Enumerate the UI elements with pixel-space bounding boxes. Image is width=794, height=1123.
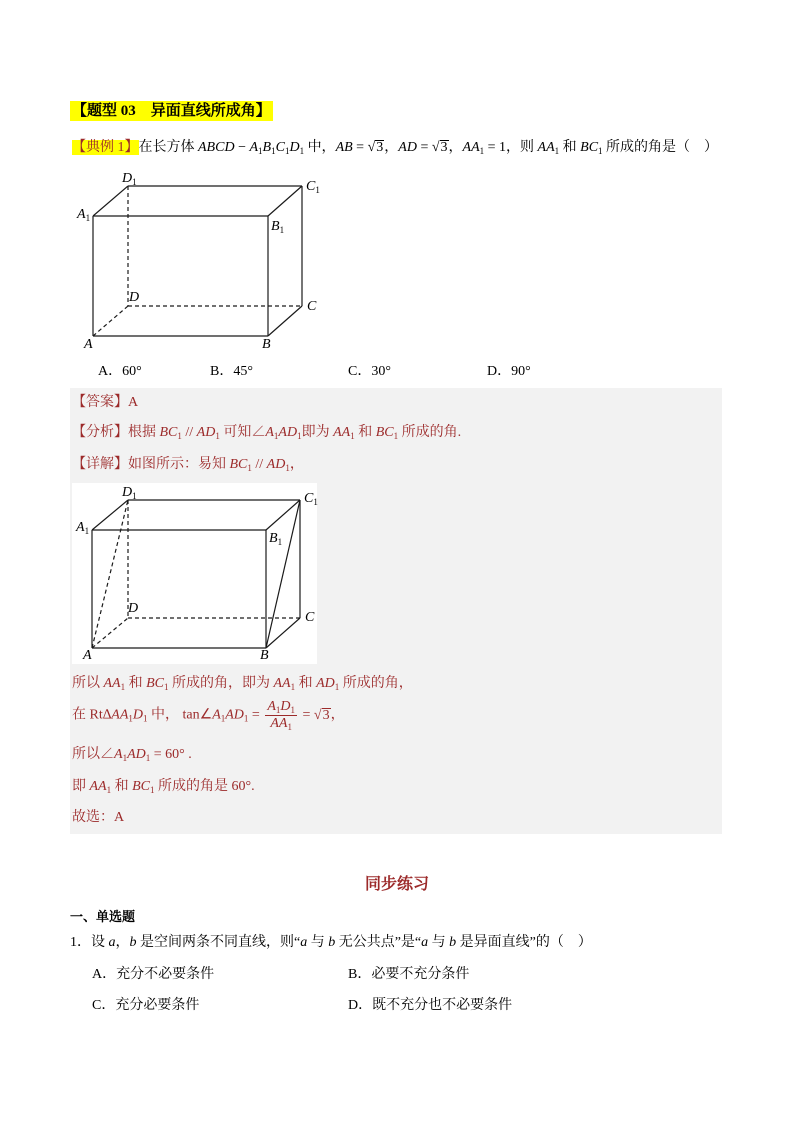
- text-run: 故选：A: [72, 810, 125, 825]
- text-run: 和: [559, 140, 581, 155]
- example-option-c: C．30°: [348, 364, 391, 379]
- vertex-label-C1: [304, 492, 318, 506]
- text-run: 是异面直线”的（ ）: [456, 935, 592, 950]
- math-variable: b: [328, 935, 336, 950]
- section-heading: 【题型 03 异面直线所成角】: [72, 103, 271, 119]
- square-root: [432, 140, 449, 155]
- math-subscript: 1: [297, 431, 302, 441]
- vertex-label-B: [262, 338, 271, 352]
- text-run: ，: [330, 707, 345, 723]
- math-text: ∠: [100, 747, 114, 762]
- edge-BC: [268, 306, 302, 336]
- math-text: =: [352, 140, 368, 155]
- example-label: 【典例 1】: [72, 140, 139, 155]
- detail-line: [72, 455, 304, 475]
- math-text: =: [416, 140, 432, 155]
- math-variable: B: [262, 140, 272, 155]
- math-subscript: 1: [220, 713, 226, 724]
- fraction-denominator: [265, 716, 297, 732]
- math-subscript: 1: [393, 431, 399, 441]
- math-variable: BC: [229, 457, 248, 472]
- vertex-label-B1: [269, 532, 282, 546]
- cuboid-figure: [72, 170, 327, 355]
- text-run: .: [251, 779, 255, 794]
- analysis-label: 【分析】: [72, 425, 128, 440]
- text-run: 中，: [147, 707, 180, 723]
- math-variable: b: [129, 935, 137, 950]
- edge-AD-hidden: [92, 618, 128, 648]
- radicand: 3: [376, 140, 384, 155]
- text-run: 所成的角是: [154, 779, 232, 794]
- text-run: 可知: [219, 425, 252, 440]
- math-text: //: [251, 457, 267, 472]
- vertex-label-A: [84, 338, 93, 352]
- math-text: −: [234, 140, 250, 155]
- math-subscript: 1: [247, 463, 252, 473]
- math-text: = 1: [484, 140, 507, 155]
- cuboid-drawing-solution: [72, 483, 317, 664]
- math-variable: A: [83, 648, 92, 663]
- vertex-label-B1: [271, 220, 284, 234]
- text-run: 1．设: [70, 935, 109, 950]
- vertex-label-A1: [76, 521, 89, 535]
- math-subscript: 1: [132, 491, 137, 501]
- text-run: ，: [384, 140, 399, 155]
- math-subscript: 1: [215, 431, 220, 441]
- fraction: [265, 699, 297, 732]
- text-run: ，则: [506, 140, 538, 155]
- math-text: tan∠: [179, 707, 213, 723]
- question-1-option-d: D．既不充分也不必要条件: [348, 998, 513, 1013]
- math-variable: A: [77, 207, 86, 222]
- math-variable: AA: [89, 779, 107, 794]
- text-run: 所成的角，即为: [168, 676, 274, 691]
- text-run: 根据: [128, 425, 160, 440]
- math-subscript: 1: [177, 431, 182, 441]
- example-option-b: B．45°: [210, 364, 253, 379]
- math-subscript: 1: [132, 177, 137, 187]
- answer-value: A: [128, 395, 139, 410]
- math-variable: AA: [111, 707, 129, 723]
- text-run: 和: [125, 676, 147, 691]
- math-subscript: 1: [598, 146, 603, 156]
- math-variable: AA: [273, 676, 291, 691]
- solution-step-5: [72, 808, 124, 828]
- vertex-label-B: [260, 649, 269, 663]
- text-run: 和: [111, 779, 133, 794]
- math-subscript: 1: [284, 146, 290, 156]
- math-variable: ABCD: [198, 140, 235, 155]
- math-variable: A: [267, 699, 276, 714]
- math-text: ∠: [251, 425, 266, 440]
- text-run: 在: [72, 707, 90, 723]
- radical-sign: √: [367, 140, 376, 155]
- text-run: 无公共点”是“: [335, 935, 422, 950]
- math-variable: AD: [266, 457, 286, 472]
- math-subscript: 1: [84, 526, 90, 536]
- math-variable: A: [212, 707, 221, 723]
- math-subscript: 1: [290, 705, 296, 715]
- text-run: 与: [428, 935, 450, 950]
- edge-A1D1: [93, 186, 128, 216]
- question-1-option-b: B．必要不充分条件: [348, 967, 470, 982]
- vertex-label-D1: [122, 486, 137, 500]
- math-variable: D: [122, 171, 133, 186]
- math-variable: a: [300, 935, 308, 950]
- question-1-option-c: C．充分必要条件: [92, 998, 200, 1013]
- text-run: 和: [354, 425, 376, 440]
- math-subscript: 1: [285, 463, 290, 473]
- text-run: 所成的角.: [398, 425, 462, 440]
- math-variable: AD: [398, 140, 417, 155]
- math-variable: BC: [159, 425, 178, 440]
- math-subscript: 1: [313, 497, 318, 507]
- math-text: 60°: [231, 779, 252, 794]
- math-variable: D: [122, 485, 133, 500]
- math-variable: B: [271, 219, 280, 234]
- text-run: 与: [307, 935, 329, 950]
- math-subscript: 1: [334, 682, 340, 692]
- edge-A1D1: [92, 500, 128, 530]
- math-variable: B: [262, 337, 271, 352]
- text-run: 和: [295, 676, 317, 691]
- text-run: 如图所示：易知: [128, 457, 230, 472]
- math-subscript: 1: [273, 431, 279, 441]
- text-run: .: [184, 747, 192, 762]
- detail-label: 【详解】: [72, 457, 128, 472]
- math-variable: AA: [103, 676, 121, 691]
- square-root: [368, 140, 385, 155]
- math-variable: C: [307, 299, 317, 314]
- math-subscript: 1: [122, 753, 128, 763]
- math-text: =: [248, 707, 264, 723]
- math-variable: AA: [537, 140, 555, 155]
- text-run: ，: [115, 935, 130, 950]
- text-run: 所成的角是（ ）: [602, 140, 719, 155]
- example-stem: [139, 140, 719, 155]
- math-variable: C: [306, 179, 316, 194]
- math-variable: BC: [146, 676, 164, 691]
- math-subscript: 1: [279, 225, 285, 235]
- math-variable: A: [249, 140, 259, 155]
- text-run: 所以: [72, 747, 100, 762]
- text-run: 所成的角，: [339, 676, 413, 691]
- math-subscript: 1: [258, 146, 263, 156]
- math-text: = 60°: [150, 747, 185, 762]
- math-subscript: 1: [128, 713, 133, 724]
- math-subscript: 1: [299, 146, 305, 156]
- math-variable: AB: [335, 140, 353, 155]
- math-subscript: 1: [277, 537, 283, 547]
- math-subscript: 1: [143, 713, 148, 724]
- math-subscript: 1: [315, 185, 320, 195]
- math-variable: AD: [278, 425, 298, 440]
- solution-step-1: [72, 674, 413, 694]
- cuboid-figure-solution: [72, 483, 317, 664]
- math-variable: D: [128, 601, 139, 616]
- math-variable: AA: [270, 716, 288, 731]
- math-variable: AD: [316, 676, 335, 691]
- vertex-label-D: [129, 291, 139, 305]
- math-variable: D: [129, 290, 140, 305]
- detail-intro: [128, 457, 304, 472]
- text-run: ，: [448, 140, 463, 155]
- math-variable: A: [114, 747, 123, 762]
- vertex-label-D: [128, 602, 138, 616]
- solution-step-4: [72, 777, 255, 797]
- practice-title: 同步练习: [364, 876, 429, 893]
- math-subscript: 1: [290, 682, 296, 692]
- math-variable: AA: [462, 140, 480, 155]
- math-variable: a: [421, 935, 429, 950]
- edge-AD-hidden: [93, 306, 128, 336]
- math-subscript: 1: [120, 682, 126, 692]
- segment-BC1: [266, 500, 300, 648]
- square-root: [314, 708, 331, 723]
- edge-B1C1: [266, 500, 300, 530]
- vertex-label-D1: [122, 172, 137, 186]
- vertex-label-C1: [306, 180, 320, 194]
- math-text: //: [181, 425, 197, 440]
- math-subscript: 1: [106, 785, 112, 795]
- math-subscript: 1: [554, 146, 560, 156]
- cuboid-drawing: [72, 170, 327, 355]
- analysis-text: [128, 425, 461, 440]
- math-subscript: 1: [85, 213, 91, 223]
- math-subscript: 1: [350, 431, 355, 441]
- math-variable: D: [280, 699, 291, 714]
- math-subscript: 1: [479, 146, 485, 156]
- math-variable: A: [76, 520, 85, 535]
- edge-B1C1: [268, 186, 302, 216]
- answer-line: [72, 393, 138, 413]
- math-variable: D: [132, 707, 144, 723]
- math-variable: AA: [333, 425, 351, 440]
- math-variable: BC: [132, 779, 150, 794]
- math-subscript: 1: [145, 753, 151, 763]
- text-run: 在长方体: [138, 140, 198, 155]
- solution-step-3: [72, 745, 192, 765]
- math-text: =: [299, 707, 314, 723]
- text-run: 中，: [304, 140, 336, 155]
- answer-label: 【答案】: [72, 395, 128, 410]
- vertex-label-A: [83, 649, 92, 663]
- math-variable: BC: [580, 140, 599, 155]
- text-run: 即为: [301, 425, 334, 440]
- section-subtitle: 一、单选题: [70, 909, 136, 924]
- math-variable: C: [275, 140, 285, 155]
- math-variable: C: [305, 610, 315, 625]
- math-variable: C: [304, 491, 314, 506]
- radicand: 3: [440, 140, 448, 155]
- text-run: 所以: [72, 676, 104, 691]
- math-subscript: 1: [287, 722, 292, 732]
- segment-AD1-hidden: [92, 500, 128, 648]
- radicand: 3: [322, 707, 330, 723]
- math-variable: A: [265, 425, 274, 440]
- text-run: 是空间两条不同直线，则“: [136, 935, 301, 950]
- radical-sign: √: [431, 140, 440, 155]
- vertex-label-C: [307, 300, 316, 314]
- math-variable: BC: [375, 425, 394, 440]
- example-option-d: D．90°: [487, 364, 531, 379]
- vertex-label-A1: [77, 208, 90, 222]
- fraction-numerator: [265, 699, 297, 716]
- example-stem-line: [72, 138, 718, 158]
- solution-step-2: [72, 699, 345, 732]
- question-1-stem: [70, 933, 592, 953]
- radical-sign: √: [313, 707, 322, 723]
- math-variable: D: [289, 140, 300, 155]
- math-subscript: 1: [164, 682, 169, 692]
- math-variable: AD: [225, 707, 244, 723]
- math-variable: AD: [127, 747, 146, 762]
- question-1-option-a: A．充分不必要条件: [92, 967, 215, 982]
- analysis-line: [72, 423, 461, 443]
- math-variable: B: [269, 531, 278, 546]
- math-text: Rt∆: [89, 707, 112, 723]
- example-option-a: A．60°: [98, 364, 142, 379]
- math-subscript: 1: [275, 705, 281, 715]
- math-subscript: 1: [271, 146, 276, 156]
- math-variable: B: [260, 648, 269, 663]
- text-run: ，: [289, 457, 304, 472]
- edge-BC: [266, 618, 300, 648]
- text-run: 即: [72, 779, 90, 794]
- math-variable: A: [84, 337, 93, 352]
- math-variable: AD: [196, 425, 216, 440]
- vertex-label-C: [305, 611, 314, 625]
- math-subscript: 1: [150, 785, 155, 795]
- math-variable: b: [449, 935, 457, 950]
- math-subscript: 1: [243, 713, 249, 724]
- math-variable: a: [108, 935, 116, 950]
